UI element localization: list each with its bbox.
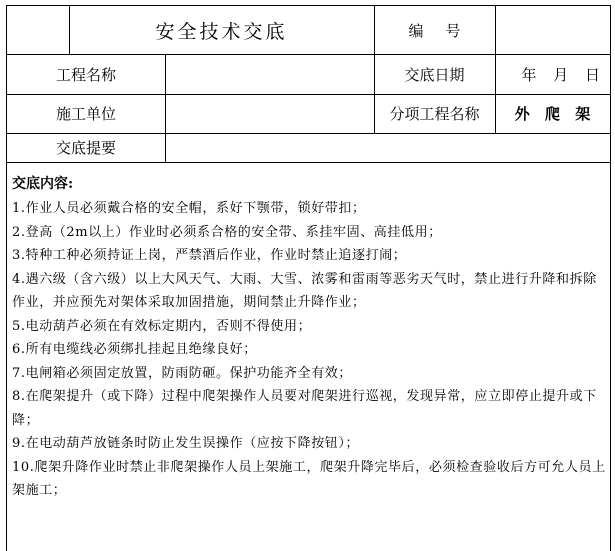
project-name-label: 工程名称 [55,65,116,84]
number-label-cell [374,6,495,54]
content-item: 9.在电动葫芦放链条时防止发生误操作（应按下降按钮）； [12,436,360,451]
disclosure-form [6,5,611,551]
content-item: 5.电动葫芦必须在有效标定期内，否则不得使用； [12,318,312,334]
summary-field[interactable] [165,133,610,162]
construction-unit-label-cell [7,94,165,133]
number-label: 编号 [408,21,483,40]
summary-label: 交底提要 [55,139,116,157]
form-title: 安全技术交底 [155,20,288,43]
date-field[interactable] [495,54,610,94]
project-name-field[interactable] [165,54,374,94]
form-title-cell [69,6,374,54]
number-value-field[interactable] [495,6,610,54]
sub-project-label: 分项工程名称 [389,105,480,123]
content-item: 6.所有电缆线必须绑扎挂起且绝缘良好； [12,342,257,357]
construction-unit-label: 施工单位 [55,105,116,123]
sub-project-label-cell [374,94,495,133]
content-item: 4.遇六级（含六级）以上大风天气、大雨、大雪、浓雾和雷雨等恶劣天气时，禁止进行升降和拆除作业，并应预先对架体采取加固措施，期间禁止升降作业； [12,271,597,310]
content-item: 3.特种工种必须持证上岗，严禁酒后作业，作业时禁止追逐打闹； [12,248,407,263]
content-item: 1.作业人员必须戴合格的安全帽，系好下颚带，锁好带扣； [12,201,366,216]
content-heading: 交底内容: [12,176,74,192]
date-label-cell [374,54,495,94]
date-label: 交底日期 [404,65,465,84]
content-item: 2.登高（2m以上）作业时必须系合格的安全带、系挂牢固、高挂低用； [12,224,442,240]
disclosure-content [12,171,606,503]
row-divider [7,162,610,163]
date-value: 年 月 日 [521,65,600,84]
content-item: 7.电闸箱必须固定放置，防雨防砸。保护功能齐全有效； [12,365,353,381]
sub-project-value: 外 爬 架 [514,105,591,123]
sub-project-field[interactable] [495,94,610,133]
summary-label-cell [7,133,165,162]
project-name-label-cell [7,54,165,94]
content-item: 8.在爬架提升（或下降）过程中爬架操作人员要对爬架进行巡视，发现异常，应立即停止提升或下降； [12,389,597,428]
content-item: 10.爬架升降作业时禁止非爬架操作人员上架施工，爬架升降完毕后，必须检查验收后方可允人员上架施工； [12,459,606,498]
construction-unit-field[interactable] [165,94,374,133]
